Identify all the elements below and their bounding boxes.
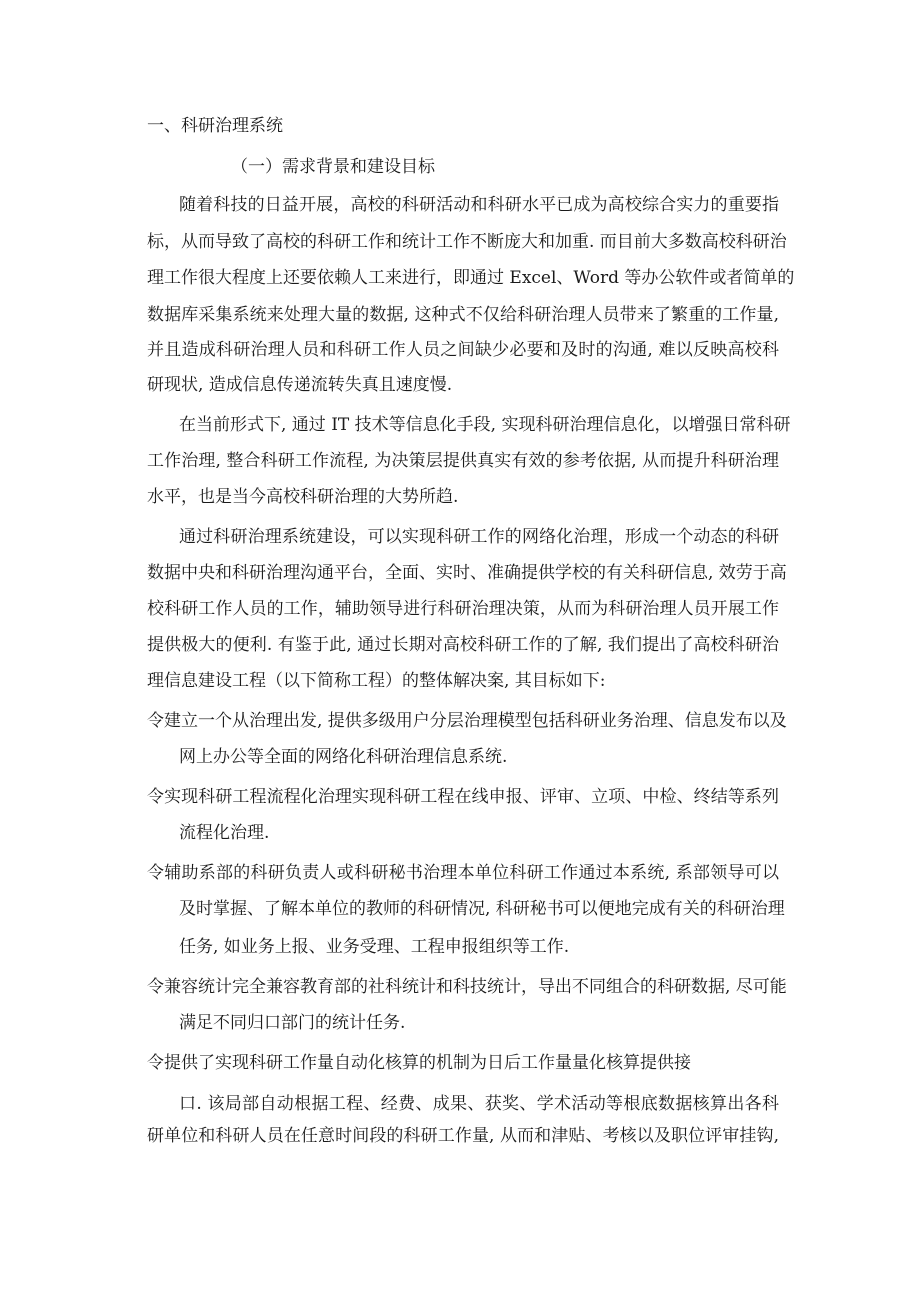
bullet-line: 网上办公等全面的网络化科研治理信息系统. [179, 747, 508, 767]
paragraph-line: 标，从而导致了高校的科研工作和统计工作不断庞大和加重. 而目前大多数高校科研治 [147, 232, 787, 252]
paragraph-line: 研现状, 造成信息传递流转失真且速度慢. [147, 375, 453, 395]
bullet-line: 令提供了实现科研工作量自动化核算的机制为日后工作量量化核算提供接 [147, 1053, 691, 1073]
paragraph-line: 数据中央和科研治理沟通平台，全面、实时、准确提供学校的有关科研信息, 效劳于高 [147, 563, 787, 583]
bullet-line: 令建立一个从治理出发, 提供多级用户分层治理模型包括科研业务治理、信息发布以及 [147, 711, 787, 731]
paragraph-line: 随着科技的日益开展，高校的科研活动和科研水平已成为高校综合实力的重要指 [179, 195, 779, 215]
bullet-line: 令辅助系部的科研负责人或科研秘书治理本单位科研工作通过本系统, 系部领导可以 [147, 863, 779, 883]
paragraph-line: 提供极大的便利. 有鉴于此, 通过长期对高校科研工作的了解, 我们提出了高校科研治 [147, 635, 779, 655]
bullet-line: 及时掌握、了解本单位的教师的科研情况, 科研秘书可以便地完成有关的科研治理 [179, 899, 785, 919]
paragraph-line: 理信息建设工程（以下简称工程）的整体解决案, 其目标如下: [147, 671, 606, 691]
paragraph-line: 并且造成科研治理人员和科研工作人员之间缺少必要和及时的沟通, 难以反映高校科 [147, 340, 779, 360]
paragraph-line: 校科研工作人员的工作，辅助领导进行科研治理决策，从而为科研治理人员开展工作 [147, 599, 779, 619]
bullet-line: 流程化治理. [179, 823, 270, 843]
section-heading: 一、科研治理系统 [147, 116, 283, 136]
subsection-heading: （一）需求背景和建设目标 [231, 157, 435, 177]
paragraph-line: 水平，也是当今高校科研治理的大势所趋. [147, 487, 459, 507]
paragraph-line: 口. 该局部自动根据工程、经费、成果、获奖、学术活动等根底数据核算出各科 [179, 1094, 779, 1114]
paragraph-line: 通过科研治理系统建设，可以实现科研工作的网络化治理，形成一个动态的科研 [179, 527, 779, 547]
bullet-line: 令实现科研工程流程化治理实现科研工程在线申报、评审、立项、中检、终结等系列 [147, 787, 779, 807]
bullet-line: 任务, 如业务上报、业务受理、工程申报组织等工作. [179, 937, 570, 957]
paragraph-line: 理工作很大程度上还要依赖人工来进行，即通过 Excel、Word 等办公软件或者简单的 [147, 268, 795, 288]
paragraph-line: 工作治理, 整合科研工作流程, 为决策层提供真实有效的参考依据, 从而提升科研治理 [147, 451, 779, 471]
paragraph-line: 研单位和科研人员在任意时间段的科研工作量, 从而和津贴、考核以及职位评审挂钩, [147, 1126, 779, 1146]
paragraph-line: 数据库采集系统来处理大量的数据, 这种式不仅给科研治理人员带来了繁重的工作量, [147, 305, 779, 325]
paragraph-line: 在当前形式下, 通过 IT 技术等信息化手段, 实现科研治理信息化，以增强日常科研 [179, 415, 791, 435]
bullet-line: 满足不同归口部门的统计任务. [179, 1013, 406, 1033]
bullet-line: 令兼容统计完全兼容教育部的社科统计和科技统计，导出不同组合的科研数据, 尽可能 [147, 977, 787, 997]
